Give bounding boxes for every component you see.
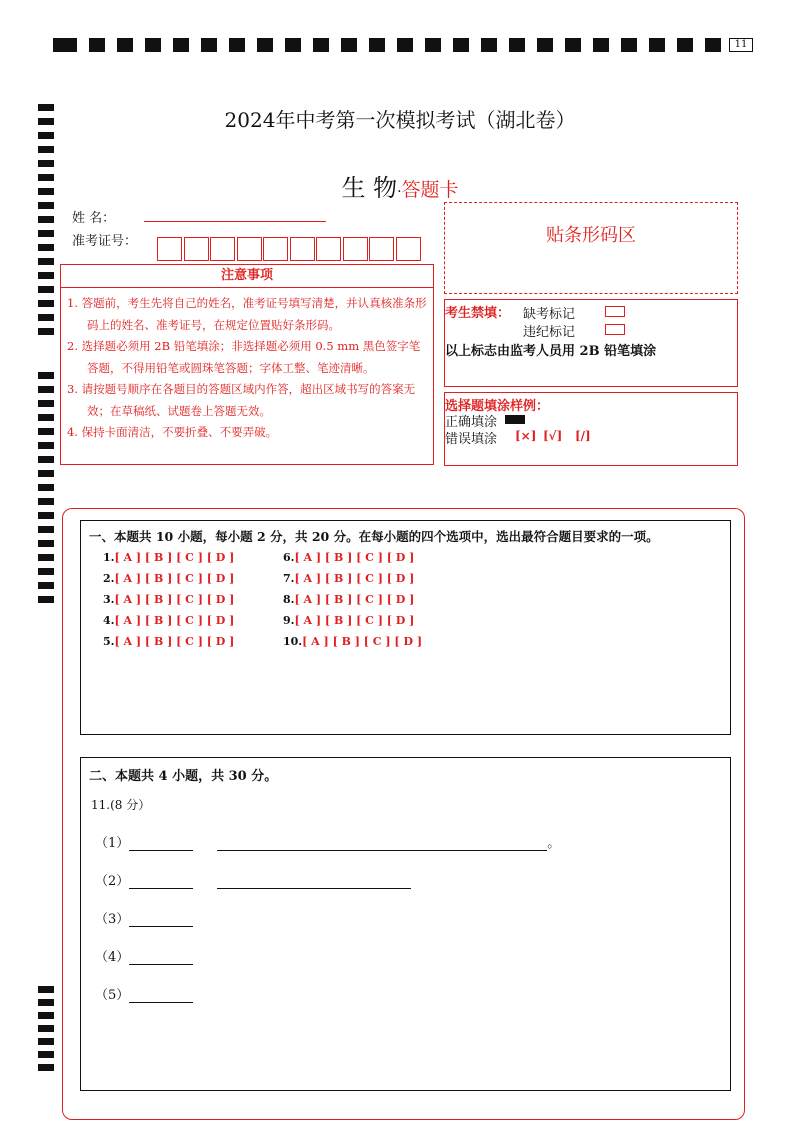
q4-options[interactable]: 4.[ A ] [ B ] [ C ] [ D ] xyxy=(103,614,235,627)
name-field[interactable] xyxy=(144,221,326,222)
answer-blank[interactable] xyxy=(129,988,193,1003)
notice-item: 3. 请按题号顺序在各题目的答题区域内作答，超出区域书写的答案无效；在草稿纸、试题卷上答题无效。 xyxy=(67,382,416,418)
exam-title: 2024年中考第一次模拟考试（湖北卷） xyxy=(224,108,576,132)
correct-fill-mark xyxy=(505,415,525,424)
q11-label: 11.(8 分） xyxy=(91,798,151,812)
q3-options[interactable]: 3.[ A ] [ B ] [ C ] [ D ] xyxy=(103,593,235,606)
barcode-area xyxy=(444,202,738,294)
notice-title: 注意事项 xyxy=(61,265,433,288)
proctor-only-title: 考生禁填： xyxy=(445,306,511,321)
q2-options[interactable]: 2.[ A ] [ B ] [ C ] [ D ] xyxy=(103,572,235,585)
q11-part2: （2） xyxy=(95,870,411,889)
fill-example-box xyxy=(444,392,738,466)
answer-blank[interactable] xyxy=(217,836,547,851)
proctor-only-box xyxy=(444,299,738,387)
answer-blank[interactable] xyxy=(129,912,193,927)
left-timing-marks-top xyxy=(38,104,54,339)
violation-mark-box[interactable] xyxy=(605,324,625,335)
notice-item: 4. 保持卡面清洁，不要折叠、不要弄破。 xyxy=(67,425,278,439)
answer-card-label: 答题卡 xyxy=(401,179,459,201)
id-number-label: 准考证号： xyxy=(72,234,138,249)
absent-mark-box[interactable] xyxy=(605,306,625,317)
fill-example-title: 选择题填涂样例： xyxy=(445,399,550,414)
name-label: 姓 名： xyxy=(72,211,116,226)
section2-heading: 二、本题共 4 小题，共 30 分。 xyxy=(89,769,278,784)
q11-part4: （4） xyxy=(95,946,193,965)
answer-blank[interactable] xyxy=(129,874,193,889)
q11-part5: （5） xyxy=(95,984,193,1003)
notice-list xyxy=(67,293,431,444)
q8-options[interactable]: 8.[ A ] [ B ] [ C ] [ D ] xyxy=(283,593,415,606)
top-timing-marks xyxy=(53,38,753,52)
q1-options[interactable]: 1.[ A ] [ B ] [ C ] [ D ] xyxy=(103,551,235,564)
q11-part3: （3） xyxy=(95,908,193,927)
page-number: 11 xyxy=(729,38,753,52)
absent-mark-label: 缺考标记 xyxy=(523,307,576,322)
notice-item: 1. 答题前，考生先将自己的姓名，准考证号填写清楚，并认真核准条形码上的姓名、准考证号，在规定位置贴好条形码。 xyxy=(67,296,427,332)
subject-title xyxy=(0,168,800,203)
answer-blank[interactable] xyxy=(129,950,193,965)
q7-options[interactable]: 7.[ A ] [ B ] [ C ] [ D ] xyxy=(283,572,415,585)
answer-blank[interactable] xyxy=(129,836,193,851)
q6-options[interactable]: 6.[ A ] [ B ] [ C ] [ D ] xyxy=(283,551,415,564)
subject-dot: · xyxy=(397,184,402,200)
id-number-grid[interactable] xyxy=(157,237,424,261)
correct-fill-label: 正确填涂 xyxy=(445,415,498,430)
left-timing-marks-bottom xyxy=(38,986,54,1076)
section1-box xyxy=(80,520,731,735)
notice-box xyxy=(60,264,434,465)
barcode-area-label: 贴条形码区 xyxy=(546,225,636,246)
violation-mark-label: 违纪标记 xyxy=(523,325,576,340)
q9-options[interactable]: 9.[ A ] [ B ] [ C ] [ D ] xyxy=(283,614,415,627)
wrong-fill-mark-slash: [/] xyxy=(575,429,591,443)
wrong-fill-label: 错误填涂 xyxy=(445,432,498,447)
q5-options[interactable]: 5.[ A ] [ B ] [ C ] [ D ] xyxy=(103,635,235,648)
section2-box xyxy=(80,757,731,1091)
q11-part1: （1） 。 xyxy=(95,836,561,851)
answer-blank[interactable] xyxy=(217,874,411,889)
section1-heading: 一、本题共 10 小题，每小题 2 分，共 20 分。在每小题的四个选项中，选出最符合题目要求的一项。 xyxy=(89,529,659,544)
q10-options[interactable]: 10.[ A ] [ B ] [ C ] [ D ] xyxy=(283,635,423,648)
left-timing-marks-middle xyxy=(38,372,54,607)
wrong-fill-mark-check: [√] xyxy=(543,429,563,443)
notice-item: 2. 选择题必须用 2B 铅笔填涂；非选择题必须用 0.5 mm 黑色签字笔答题，不得用铅笔或圆珠笔答题；字体工整、笔迹清晰。 xyxy=(67,339,421,375)
subject-name: 生 物 xyxy=(341,174,398,202)
wrong-fill-mark-cross: [×] xyxy=(515,429,537,443)
proctor-note: 以上标志由监考人员用 2B 铅笔填涂 xyxy=(445,344,657,359)
